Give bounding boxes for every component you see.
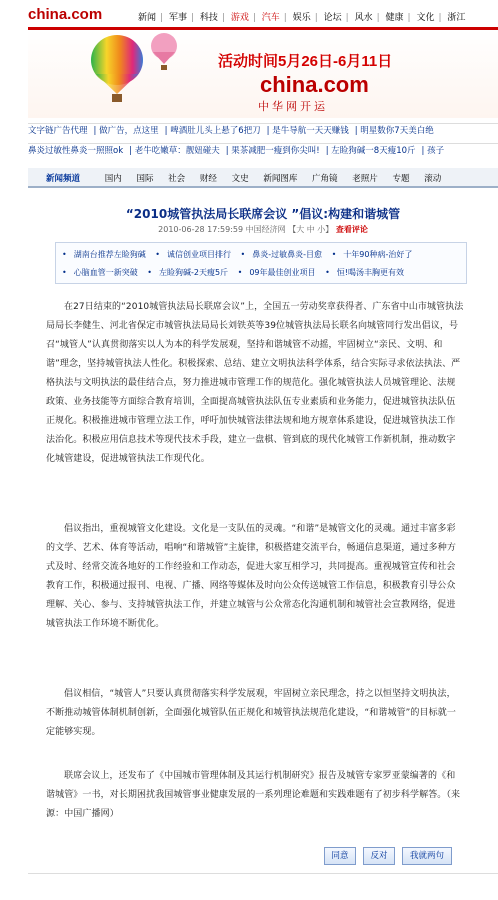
agree-button[interactable]: 同意	[324, 847, 356, 865]
section-nav-item[interactable]: 文史	[231, 174, 249, 184]
topnav-item[interactable]: 浙江	[447, 13, 466, 23]
hot-air-balloon-icon	[86, 34, 148, 104]
text-ad-link[interactable]: 是牛导航一天天赚钱	[272, 126, 349, 136]
related-links-box: • 湖南台推荐左睑狗碱 • 诚信创业项目排行 • 鼻炎-过敏鼻炎-目愈 • 十年90种病-治好了 • 心脑血管一新突破 • 左睑狗碱-2天瘦5斤 • 09年最佳创业项目 • 恒!喝汤丰胸更有效	[55, 242, 467, 284]
text-ad-link[interactable]: 果茶减肥一瘦到你尖叫!	[231, 146, 320, 156]
view-comments-link[interactable]: 查看评论	[335, 225, 368, 234]
section-nav	[28, 168, 498, 188]
section-nav-item[interactable]: 新闻图库	[263, 174, 298, 184]
section-nav-item[interactable]: 社会	[168, 174, 186, 184]
text-ad-link[interactable]: 孩子	[427, 146, 445, 156]
section-nav-item[interactable]: 国际	[136, 174, 154, 184]
article-source[interactable]: 中国经济网	[245, 225, 286, 234]
topnav-item[interactable]: 游戏	[230, 13, 249, 23]
text-ad-link[interactable]: 文字链广告代理	[28, 126, 88, 136]
topnav-item[interactable]: 娱乐	[292, 13, 311, 23]
text-ad-row: 鼻炎过敏性鼻炎一照照ok | 老牛吃嫩草：靓妞碰夫 | 果茶减肥一瘦到你尖叫! | 左睑狗碱一8天瘦10斤 | 孩子	[28, 143, 498, 162]
section-nav-item[interactable]: 专题	[392, 174, 410, 184]
topnav-item[interactable]: 文化	[416, 13, 435, 23]
text-ad-link[interactable]: 老牛吃嫩草：靓妞碰夫	[134, 146, 220, 156]
related-link[interactable]: 左睑狗碱-2天瘦5斤	[158, 268, 229, 277]
article-title: “2010城管执法局长联席会议 ”倡议:构建和谐城管	[125, 207, 401, 221]
related-link[interactable]: 恒!喝汤丰胸更有效	[336, 268, 404, 277]
article-paragraph: 倡议相信，“城管人”只要认真贯彻落实科学发展观，牢固树立亲民理念，持之以恒坚持文明执法，不断推动城管体制机制创新，全面强化城管队伍正规化和城管执法规范化建设，“和谐城管”的目标就一定能够实现。	[46, 689, 456, 737]
top-nav: 新闻 | 军事 | 科技 | 游戏 | 汽车 | 娱乐 | 论坛 | 风水 | 健康 | 文化 | 浙江	[138, 13, 466, 23]
section-nav-item[interactable]: 广角镜	[312, 174, 338, 184]
text-ad-link[interactable]: 鼻炎过敏性鼻炎一照照ok	[28, 146, 124, 156]
site-logo[interactable]: china.com	[28, 6, 103, 23]
text-ad-link[interactable]: 左睑狗碱一8天瘦10斤	[331, 146, 416, 156]
topnav-item[interactable]: 论坛	[323, 13, 342, 23]
article-paragraph: 倡议指出，重视城管文化建设。文化是一支队伍的灵魂。“和谐”是城管文化的灵魂。通过丰富多彩的文学、艺术、体育等活动，唱响“和谐城管”主旋律，积极搭建交流平台，畅通信息渠道，通过多种方式及时、经常交流各地好的工作经验和工作动态，促进大家互相学习，共同提高。重视城管宣传和社会教育工作，积极通过报刊、电视、广播、网络等媒体及时向公众传送城管工作信息，积极教育引导公众理解、关心、参与、支持城管执法工作，并建立城管与公众常态化沟通机制和城管社会宣教网络，促进城管执法工作环境不断优化。	[46, 524, 456, 629]
text-ad-row: 文字链广告代理 | 做广告，点这里 | 啤酒肚儿头上悬了6把刀 | 是牛导航一天天赚钱 | 明星数你7天美白绝	[28, 123, 498, 142]
related-link[interactable]: 诚信创业项目排行	[166, 250, 231, 259]
topnav-item[interactable]: 风水	[354, 13, 373, 23]
topnav-item[interactable]: 汽车	[261, 13, 280, 23]
banner-subtitle: 中华网开运	[258, 100, 328, 113]
related-link[interactable]: 湖南台推荐左睑狗碱	[73, 250, 146, 259]
related-link[interactable]: 鼻炎-过敏鼻炎-目愈	[252, 250, 323, 259]
topnav-item[interactable]: 军事	[168, 13, 187, 23]
related-link[interactable]: 心脑血管一新突破	[73, 268, 138, 277]
section-nav-current[interactable]: 新闻频道	[46, 174, 81, 184]
section-nav-item[interactable]: 国内	[104, 174, 122, 184]
section-nav-item[interactable]: 滚动	[424, 174, 442, 184]
small-balloon-icon	[148, 32, 180, 72]
text-ad-link[interactable]: 做广告，点这里	[99, 126, 159, 136]
top-bar	[28, 6, 498, 28]
section-nav-item[interactable]: 老照片	[352, 174, 378, 184]
related-link[interactable]: 十年90种病-治好了	[343, 250, 413, 259]
text-ad-link[interactable]: 啤酒肚儿头上悬了6把刀	[170, 126, 261, 136]
bottom-divider	[28, 873, 498, 874]
font-size-switch[interactable]: 【大 中 小】	[288, 225, 334, 234]
article-date: 2010-06-28 17:59:59	[158, 225, 244, 234]
article-meta	[28, 224, 498, 235]
promo-banner[interactable]	[28, 30, 498, 118]
banner-logo: china.com	[260, 72, 369, 97]
oppose-button[interactable]: 反对	[363, 847, 395, 865]
section-nav-item[interactable]: 财经	[199, 174, 217, 184]
topnav-item[interactable]: 新闻	[138, 13, 157, 23]
topnav-item[interactable]: 科技	[199, 13, 218, 23]
text-ad-link[interactable]: 明星数你7天美白绝	[360, 126, 434, 136]
event-time-text: 活动时间5月26日-6月11日	[218, 53, 393, 70]
comment-button[interactable]: 我就两句	[402, 847, 452, 865]
related-link[interactable]: 09年最佳创业项目	[249, 268, 316, 277]
topnav-item[interactable]: 健康	[385, 13, 404, 23]
article-paragraph: 联席会议上，还发布了《中国城市管理体制及其运行机制研究》报告及城管专家罗亚蒙编著的《和谐城管》一书，对长期困扰我国城管事业健康发展的一系列理论难题和实践难题有了初步科学解答。（来源：中国广播网）	[46, 771, 461, 819]
article-paragraph: 在27日结束的“2010城管执法局长联席会议”上，全国五一劳动奖章获得者、广东省中山市城管执法局局长李健生、河北省保定市城管执法局局长刘铁英等39位城管执法局长联名向城管同行发出倡议，号召“城管人”认真贯彻落实以人为本的科学发展观，坚持和谐城管不动摇，牢固树立“亲民、文明、和谐”理念，坚持城管执法人性化。积极探索、总结、建立文明执法科学体系，结合实际寻求依法执法、严格执法与文明执法的最佳结合点，努力推进城市管理工作的规范化。强化城管执法人员城管理论、法规政策、业务技能等方面综合教育培训，全面提高城管执法队伍专业素质和业务能力，促进城管执法队伍正规化。积极推进城市管理立法工作，呼吁加快城管法律法规和地方规章体系建设，促进城管执法工作法治化。积极应用信息技术等现代技术手段，建立一盘棋、管到底的现代化城管工作新机制，推动数字化城管建设，促进城管执法工作现代化。	[46, 302, 464, 464]
